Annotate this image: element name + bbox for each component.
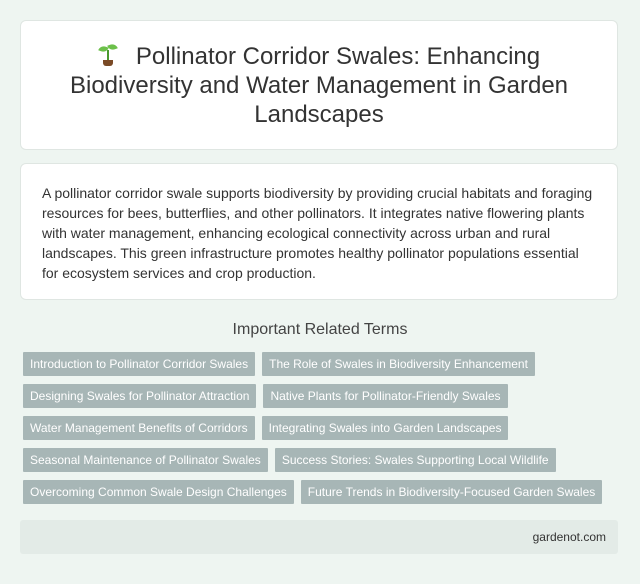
related-terms-heading: Important Related Terms — [232, 321, 408, 338]
related-term-tag[interactable]: Water Management Benefits of Corridors — [23, 416, 255, 440]
title-card — [20, 20, 618, 150]
related-term-tag[interactable]: Designing Swales for Pollinator Attraction — [23, 384, 256, 408]
description-card — [20, 163, 618, 300]
related-terms-list — [23, 352, 623, 512]
page-title — [51, 42, 587, 129]
footer-site-link[interactable]: gardenot.com — [532, 530, 606, 544]
sprout-icon — [98, 44, 118, 66]
tag-row — [23, 480, 623, 504]
tag-row — [23, 416, 623, 440]
tag-row — [23, 352, 623, 376]
related-term-tag[interactable]: Integrating Swales into Garden Landscapes — [262, 416, 509, 440]
related-term-tag[interactable]: Introduction to Pollinator Corridor Swales — [23, 352, 255, 376]
footer — [20, 520, 618, 554]
related-term-tag[interactable]: The Role of Swales in Biodiversity Enhancement — [262, 352, 535, 376]
related-term-tag[interactable]: Native Plants for Pollinator-Friendly Swales — [263, 384, 507, 408]
related-term-tag[interactable]: Success Stories: Swales Supporting Local Wildlife — [275, 448, 556, 472]
related-term-tag[interactable]: Future Trends in Biodiversity-Focused Garden Swales — [301, 480, 602, 504]
related-term-tag[interactable]: Overcoming Common Swale Design Challenges — [23, 480, 294, 504]
page-title-text: Pollinator Corridor Swales: Enhancing Biodiversity and Water Management in Garden Landscapes — [69, 42, 569, 128]
related-term-tag[interactable]: Seasonal Maintenance of Pollinator Swales — [23, 448, 268, 472]
tag-row — [23, 448, 623, 472]
description-text: A pollinator corridor swale supports biodiversity by providing crucial habitats and foraging resources for bees, butterflies, and other pollinators. It integrates native flowering plants with water management, enhancing ecological connectivity across urban and rural landscapes. This green infrastructure promotes healthy pollinator populations essential for ecosystem services and crop production. — [42, 185, 593, 281]
tag-row — [23, 384, 623, 408]
